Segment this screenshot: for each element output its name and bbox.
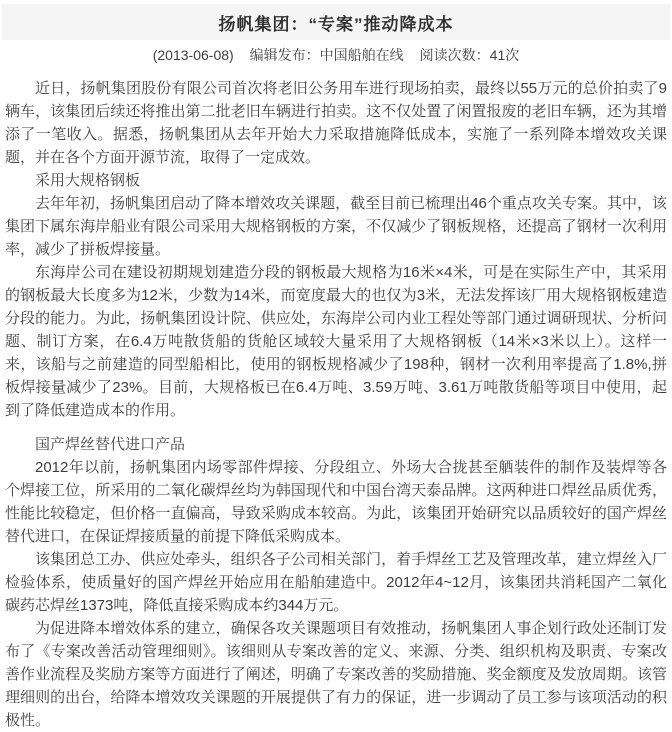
paragraph: 该集团总工办、供应处牵头，组织各子公司相关部门，着手焊丝工艺及管理改革，建立焊丝入厂检验体系，使质量好的国产焊丝开始应用在船舶建造中。2012年4~12月，该集团共消耗国产二氧化碳药芯焊丝1373吨，降低直接采购成本约344万元。 xyxy=(5,551,667,614)
page-title: 扬帆集团：“专案”推动降成本 xyxy=(218,14,454,34)
article-meta xyxy=(0,43,672,67)
section-heading-domestic-welding-wire: 国产焊丝替代进口产品 xyxy=(35,436,186,453)
paragraph: 为促进降本增效体系的建立，确保各攻关课题项目有效推动，扬帆集团人事企划行政处还制订发布了《专案改善活动管理细则》。该细则从专案改善的定义、来源、分类、组织机构及职责、专案改善作业流程及奖励方案等方面进行了阐述，明确了专案改善的奖励措施、奖金额度及发放周期。该管理细则的出台，给降本增效攻关课题的开展提供了有力的保证，进一步调动了员工参与该项活动的积极性。 xyxy=(5,620,667,729)
paragraph: 2012年以前，扬帆集团内场零部件焊接、分段组立、外场大合拢甚至舾装件的制作及装焊等各个焊接工位，所采用的二氧化碳焊丝均为韩国现代和中国台湾天泰品牌。这两种进口焊丝品质优秀，性能比较稳定，但价格一直偏高，导致采购成本较高。为此，该集团开始研究以品质较好的国产焊丝替代进口，在保证焊接质量的前提下降低采购成本。 xyxy=(5,459,667,545)
paragraph: 去年年初，扬帆集团启动了降本增效攻关课题，截至目前已梳理出46个重点攻关专案。其中，该集团下属东海岸船业有限公司采用大规格钢板的方案，不仅减少了钢板规格，还提高了钢材一次利用率，减少了拼板焊接量。 xyxy=(5,195,667,258)
publisher-info: 编辑发布：中国船舶在线 xyxy=(249,47,404,63)
paragraph: 东海岸公司在建设初期规划建造分段的钢板最大规格为16米×4米，可是在实际生产中，其采用的钢板最大长度多为12米，少数为14米，而宽度最大的也仅为3米，无法发挥该厂用大规格钢板建造分段的能力。为此，扬帆集团设计院、供应处，东海岸公司内业工程处等部门通过调研现状、分析问题、制订方案，在6.4万吨散货船的货舱区域较大量采用了大规格钢板（14米×3米以上）。这样一来，该船与之前建造的同型船相比，使用的钢板规格减少了198种，钢材一次利用率提高了1.8%,拼板焊接量减少了23%。目前，大规格板已在6.4万吨、3.59万吨、3.61万吨散货船等项目中使用，起到了降低建造成本的作用。 xyxy=(5,264,667,419)
article-body xyxy=(0,67,672,732)
title-band xyxy=(2,4,670,40)
publish-date: (2013-06-08) xyxy=(152,47,234,63)
article-page xyxy=(0,4,672,729)
section-heading-steel-plates: 采用大规格钢板 xyxy=(35,172,141,189)
intro-paragraph: 近日，扬帆集团股份有限公司首次将老旧公务用车进行现场拍卖，最终以55万元的总价拍卖了9辆车，该集团后续还将推出第二批老旧车辆进行拍卖。这不仅处置了闲置报废的老旧车辆，还为其增添了一笔收入。据悉，扬帆集团从去年开始大力采取措施降低成本，实施了一系列降本增效攻关课题，并在各个方面开源节流，取得了一定成效。 xyxy=(5,80,667,166)
view-count: 阅读次数：41次 xyxy=(419,47,520,63)
